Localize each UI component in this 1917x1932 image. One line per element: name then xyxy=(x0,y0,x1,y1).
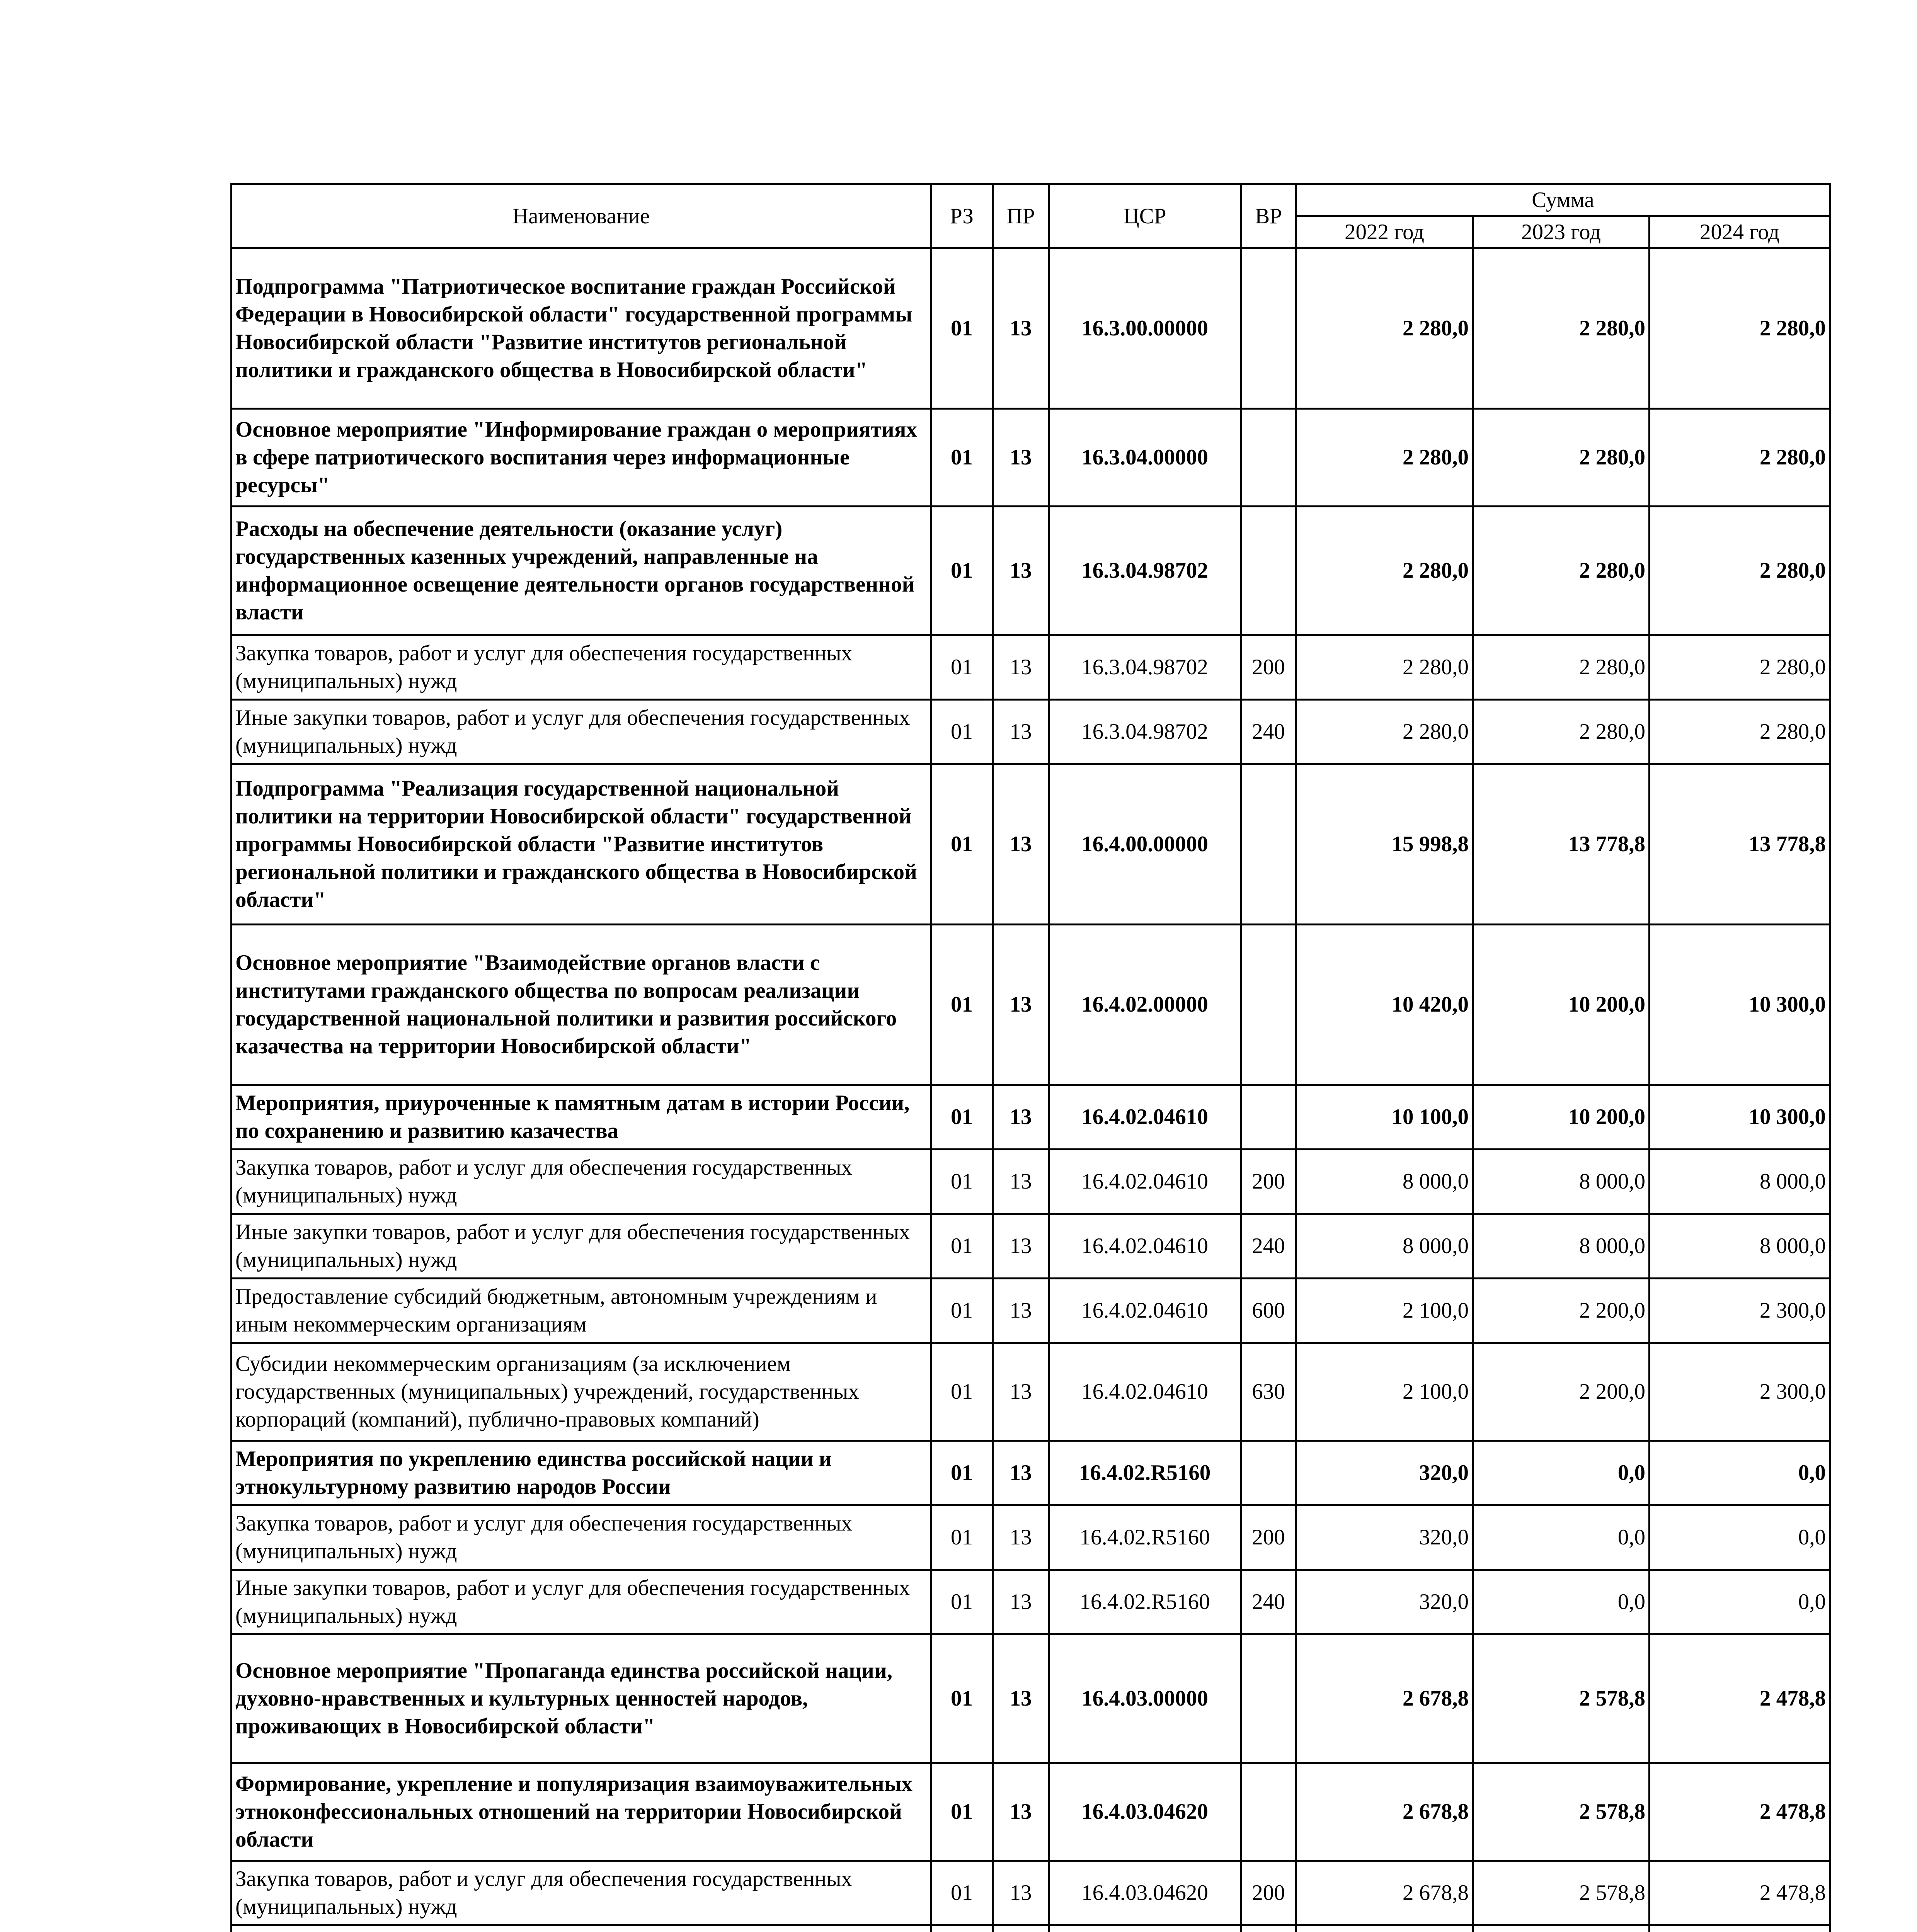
row-rz: 01 xyxy=(931,700,993,764)
row-sum-2023: 2 280,0 xyxy=(1473,507,1650,635)
row-sum-2023: 2 578,8 xyxy=(1473,1763,1650,1861)
row-sum-2022: 8 000,0 xyxy=(1296,1150,1473,1214)
row-csr: 16.3.00.00000 xyxy=(1049,248,1241,409)
row-sum-2023 xyxy=(1473,1925,1650,1932)
row-pr: 13 xyxy=(993,1570,1049,1634)
row-vr: 630 xyxy=(1241,1343,1296,1441)
row-sum-2023: 8 000,0 xyxy=(1473,1214,1650,1279)
row-csr: 16.3.04.98702 xyxy=(1049,700,1241,764)
row-sum-2024: 0,0 xyxy=(1650,1441,1830,1505)
row-csr: 16.4.02.R5160 xyxy=(1049,1441,1241,1505)
row-sum-2023: 2 200,0 xyxy=(1473,1343,1650,1441)
row-vr xyxy=(1241,507,1296,635)
row-csr: 16.4.03.00000 xyxy=(1049,1634,1241,1763)
table-header xyxy=(232,184,1830,248)
row-csr: 16.3.04.00000 xyxy=(1049,409,1241,507)
row-sum-2023: 10 200,0 xyxy=(1473,1085,1650,1150)
table-row xyxy=(232,1925,1830,1932)
table-row xyxy=(232,1570,1830,1634)
row-name: Подпрограмма "Реализация государственной национальной политики на территории Новосибирской области" государственной программы Новосибирской области "Развитие институтов региональной политики и гражданского общества в Новосибирской области" xyxy=(232,764,931,925)
row-pr: 13 xyxy=(993,764,1049,925)
header-pr: ПР xyxy=(993,184,1049,248)
row-rz: 01 xyxy=(931,507,993,635)
row-pr: 13 xyxy=(993,1861,1049,1925)
row-pr: 13 xyxy=(993,700,1049,764)
row-csr: 16.4.02.R5160 xyxy=(1049,1570,1241,1634)
row-sum-2022: 320,0 xyxy=(1296,1441,1473,1505)
row-pr: 13 xyxy=(993,925,1049,1085)
header-name: Наименование xyxy=(232,184,931,248)
row-rz: 01 xyxy=(931,1343,993,1441)
row-vr xyxy=(1241,1634,1296,1763)
row-csr: 16.4.02.04610 xyxy=(1049,1214,1241,1279)
table-row xyxy=(232,1505,1830,1570)
row-csr xyxy=(1049,1925,1241,1932)
row-name: Расходы на обеспечение деятельности (оказание услуг) государственных казенных учреждений, направленные на информационное освещение деятельности органов государственной власти xyxy=(232,507,931,635)
row-sum-2022: 10 420,0 xyxy=(1296,925,1473,1085)
row-name: Иные закупки товаров, работ и услуг для обеспечения государственных (муниципальных) нужд xyxy=(232,1570,931,1634)
row-vr: 240 xyxy=(1241,700,1296,764)
table-row xyxy=(232,700,1830,764)
row-pr: 13 xyxy=(993,1085,1049,1150)
row-sum-2023: 0,0 xyxy=(1473,1441,1650,1505)
row-name: Закупка товаров, работ и услуг для обеспечения государственных (муниципальных) нужд xyxy=(232,635,931,700)
row-sum-2022 xyxy=(1296,1925,1473,1932)
row-rz: 01 xyxy=(931,1279,993,1343)
row-sum-2024 xyxy=(1650,1925,1830,1932)
row-sum-2024: 2 300,0 xyxy=(1650,1279,1830,1343)
header-csr: ЦСР xyxy=(1049,184,1241,248)
row-sum-2024: 2 478,8 xyxy=(1650,1861,1830,1925)
row-sum-2022: 320,0 xyxy=(1296,1505,1473,1570)
row-csr: 16.3.04.98702 xyxy=(1049,507,1241,635)
header-vr: ВР xyxy=(1241,184,1296,248)
row-sum-2023: 2 578,8 xyxy=(1473,1861,1650,1925)
row-sum-2022: 2 678,8 xyxy=(1296,1861,1473,1925)
row-sum-2022: 2 678,8 xyxy=(1296,1763,1473,1861)
table-row xyxy=(232,1150,1830,1214)
row-name: Иные закупки товаров, работ и услуг для обеспечения государственных (муниципальных) нужд xyxy=(232,1214,931,1279)
row-name: Подпрограмма "Патриотическое воспитание граждан Российской Федерации в Новосибирской области" государственной программы Новосибирской области "Развитие институтов региональной политики и гражданского общества в Новосибирской области" xyxy=(232,248,931,409)
row-sum-2022: 2 678,8 xyxy=(1296,1634,1473,1763)
row-vr: 200 xyxy=(1241,1861,1296,1925)
row-sum-2024: 2 280,0 xyxy=(1650,409,1830,507)
row-sum-2022: 320,0 xyxy=(1296,1570,1473,1634)
row-sum-2024: 2 300,0 xyxy=(1650,1343,1830,1441)
row-sum-2022: 2 100,0 xyxy=(1296,1279,1473,1343)
row-csr: 16.4.03.04620 xyxy=(1049,1763,1241,1861)
table-row xyxy=(232,1343,1830,1441)
row-sum-2024: 13 778,8 xyxy=(1650,764,1830,925)
row-rz: 01 xyxy=(931,1441,993,1505)
row-csr: 16.4.02.R5160 xyxy=(1049,1505,1241,1570)
row-pr xyxy=(993,1925,1049,1932)
row-sum-2024: 0,0 xyxy=(1650,1570,1830,1634)
row-rz: 01 xyxy=(931,764,993,925)
row-sum-2023: 2 280,0 xyxy=(1473,635,1650,700)
row-name: Основное мероприятие "Пропаганда единства российской нации, духовно-нравственных и культурных ценностей народов, проживающих в Новосибирской области" xyxy=(232,1634,931,1763)
row-rz: 01 xyxy=(931,1085,993,1150)
row-pr: 13 xyxy=(993,1505,1049,1570)
row-csr: 16.4.02.00000 xyxy=(1049,925,1241,1085)
table-row xyxy=(232,764,1830,925)
row-vr xyxy=(1241,409,1296,507)
row-sum-2022: 2 100,0 xyxy=(1296,1343,1473,1441)
row-sum-2023: 2 578,8 xyxy=(1473,1634,1650,1763)
row-pr: 13 xyxy=(993,635,1049,700)
row-sum-2022: 2 280,0 xyxy=(1296,507,1473,635)
row-sum-2022: 8 000,0 xyxy=(1296,1214,1473,1279)
header-year-2024: 2024 год xyxy=(1650,216,1830,248)
row-sum-2024: 2 478,8 xyxy=(1650,1634,1830,1763)
row-name xyxy=(232,1925,931,1932)
table-row xyxy=(232,925,1830,1085)
row-pr: 13 xyxy=(993,248,1049,409)
row-rz: 01 xyxy=(931,1505,993,1570)
row-vr: 200 xyxy=(1241,1505,1296,1570)
row-sum-2022: 2 280,0 xyxy=(1296,248,1473,409)
row-csr: 16.4.00.00000 xyxy=(1049,764,1241,925)
table-row xyxy=(232,1279,1830,1343)
row-vr: 240 xyxy=(1241,1214,1296,1279)
table-row xyxy=(232,409,1830,507)
row-rz: 01 xyxy=(931,409,993,507)
row-csr: 16.4.02.04610 xyxy=(1049,1085,1241,1150)
row-pr: 13 xyxy=(993,1441,1049,1505)
budget-table xyxy=(230,183,1831,1932)
row-csr: 16.4.03.04620 xyxy=(1049,1861,1241,1925)
row-name: Основное мероприятие "Информирование граждан о мероприятиях в сфере патриотического воспитания через информационные ресурсы" xyxy=(232,409,931,507)
row-name: Иные закупки товаров, работ и услуг для обеспечения государственных (муниципальных) нужд xyxy=(232,700,931,764)
row-sum-2024: 2 280,0 xyxy=(1650,700,1830,764)
row-pr: 13 xyxy=(993,409,1049,507)
row-vr: 200 xyxy=(1241,635,1296,700)
row-vr: 600 xyxy=(1241,1279,1296,1343)
row-sum-2024: 2 280,0 xyxy=(1650,248,1830,409)
row-sum-2022: 2 280,0 xyxy=(1296,700,1473,764)
row-vr: 240 xyxy=(1241,1570,1296,1634)
row-sum-2022: 15 998,8 xyxy=(1296,764,1473,925)
row-rz: 01 xyxy=(931,1634,993,1763)
row-sum-2024: 2 478,8 xyxy=(1650,1763,1830,1861)
row-sum-2023: 8 000,0 xyxy=(1473,1150,1650,1214)
row-rz: 01 xyxy=(931,1861,993,1925)
row-vr xyxy=(1241,1925,1296,1932)
row-sum-2023: 2 280,0 xyxy=(1473,409,1650,507)
row-csr: 16.4.02.04610 xyxy=(1049,1279,1241,1343)
row-sum-2023: 13 778,8 xyxy=(1473,764,1650,925)
row-name: Закупка товаров, работ и услуг для обеспечения государственных (муниципальных) нужд xyxy=(232,1861,931,1925)
table-row xyxy=(232,635,1830,700)
row-rz: 01 xyxy=(931,635,993,700)
row-rz: 01 xyxy=(931,925,993,1085)
row-pr: 13 xyxy=(993,1763,1049,1861)
row-name: Мероприятия, приуроченные к памятным датам в истории России, по сохранению и развитию казачества xyxy=(232,1085,931,1150)
row-name: Субсидии некоммерческим организациям (за исключением государственных (муниципальных) учреждений, государственных корпораций (компаний), публично-правовых компаний) xyxy=(232,1343,931,1441)
row-name: Основное мероприятие "Взаимодействие органов власти с институтами гражданского общества по вопросам реализации государственной национальной политики и развития российского казачества на территории Новосибирской области" xyxy=(232,925,931,1085)
row-sum-2023: 0,0 xyxy=(1473,1505,1650,1570)
row-sum-2024: 0,0 xyxy=(1650,1505,1830,1570)
row-csr: 16.4.02.04610 xyxy=(1049,1150,1241,1214)
table-row xyxy=(232,507,1830,635)
row-rz: 01 xyxy=(931,1763,993,1861)
row-sum-2024: 8 000,0 xyxy=(1650,1214,1830,1279)
table-row xyxy=(232,1634,1830,1763)
row-sum-2023: 0,0 xyxy=(1473,1570,1650,1634)
header-year-2023: 2023 год xyxy=(1473,216,1650,248)
header-rz: РЗ xyxy=(931,184,993,248)
row-sum-2023: 10 200,0 xyxy=(1473,925,1650,1085)
row-vr xyxy=(1241,925,1296,1085)
row-vr xyxy=(1241,764,1296,925)
row-name: Мероприятия по укреплению единства российской нации и этнокультурному развитию народов России xyxy=(232,1441,931,1505)
row-vr xyxy=(1241,1763,1296,1861)
row-sum-2024: 8 000,0 xyxy=(1650,1150,1830,1214)
row-pr: 13 xyxy=(993,1343,1049,1441)
row-sum-2024: 2 280,0 xyxy=(1650,635,1830,700)
table-row xyxy=(232,1214,1830,1279)
header-sum: Сумма xyxy=(1296,184,1830,216)
row-sum-2023: 2 280,0 xyxy=(1473,700,1650,764)
row-name: Предоставление субсидий бюджетным, автономным учреждениям и иным некоммерческим организациям xyxy=(232,1279,931,1343)
row-rz: 01 xyxy=(931,1214,993,1279)
row-sum-2024: 10 300,0 xyxy=(1650,925,1830,1085)
row-csr: 16.3.04.98702 xyxy=(1049,635,1241,700)
table-row xyxy=(232,1861,1830,1925)
row-name: Формирование, укрепление и популяризация взаимоуважительных этноконфессиональных отношений на территории Новосибирской области xyxy=(232,1763,931,1861)
row-rz: 01 xyxy=(931,248,993,409)
table-row xyxy=(232,1085,1830,1150)
table-row xyxy=(232,1441,1830,1505)
row-vr: 200 xyxy=(1241,1150,1296,1214)
row-sum-2022: 2 280,0 xyxy=(1296,635,1473,700)
row-vr xyxy=(1241,1085,1296,1150)
header-year-2022: 2022 год xyxy=(1296,216,1473,248)
row-sum-2022: 10 100,0 xyxy=(1296,1085,1473,1150)
row-vr xyxy=(1241,1441,1296,1505)
row-name: Закупка товаров, работ и услуг для обеспечения государственных (муниципальных) нужд xyxy=(232,1505,931,1570)
row-sum-2022: 2 280,0 xyxy=(1296,409,1473,507)
table-row xyxy=(232,248,1830,409)
row-pr: 13 xyxy=(993,1150,1049,1214)
row-pr: 13 xyxy=(993,507,1049,635)
row-pr: 13 xyxy=(993,1214,1049,1279)
row-csr: 16.4.02.04610 xyxy=(1049,1343,1241,1441)
row-name: Закупка товаров, работ и услуг для обеспечения государственных (муниципальных) нужд xyxy=(232,1150,931,1214)
table-row xyxy=(232,1763,1830,1861)
table-body xyxy=(232,248,1830,1932)
row-pr: 13 xyxy=(993,1634,1049,1763)
row-sum-2023: 2 200,0 xyxy=(1473,1279,1650,1343)
row-vr xyxy=(1241,248,1296,409)
row-sum-2024: 10 300,0 xyxy=(1650,1085,1830,1150)
row-pr: 13 xyxy=(993,1279,1049,1343)
row-rz: 01 xyxy=(931,1570,993,1634)
row-sum-2023: 2 280,0 xyxy=(1473,248,1650,409)
row-rz: 01 xyxy=(931,1150,993,1214)
row-sum-2024: 2 280,0 xyxy=(1650,507,1830,635)
row-rz xyxy=(931,1925,993,1932)
